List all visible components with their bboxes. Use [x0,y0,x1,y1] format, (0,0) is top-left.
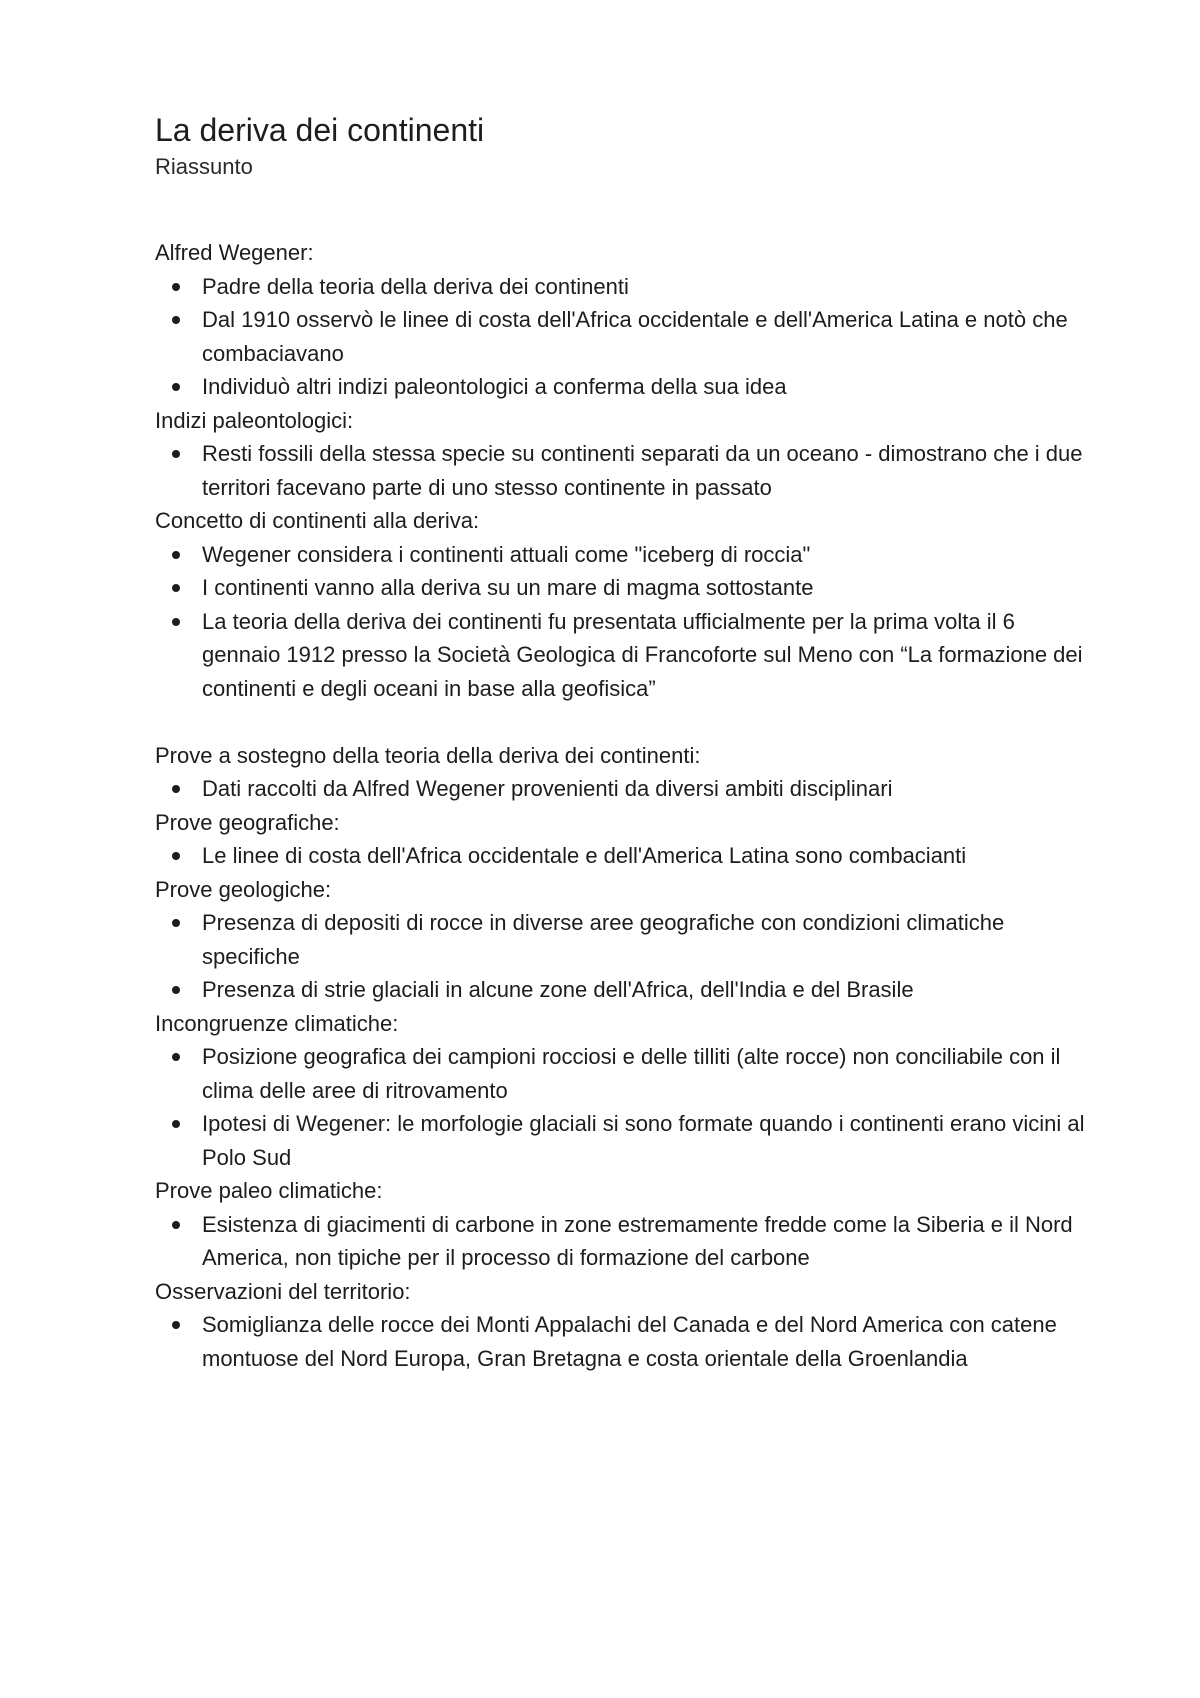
section-prove-paleo-climatiche [155,1174,1085,1275]
list-item [155,538,1085,572]
section-heading: Indizi paleontologici: [155,407,354,433]
list-item [155,303,1085,370]
section-alfred-wegener [155,236,1085,404]
bullet-icon [172,316,180,324]
list-item-text: Resti fossili della stessa specie su continenti separati da un oceano - dimostrano che i due territori facevano parte di uno stesso continente in passato [202,441,1083,500]
list-item-text: Esistenza di giacimenti di carbone in zone estremamente fredde come la Siberia e il Nord America, non tipiche per il processo di formazione del carbone [202,1211,1073,1270]
list-item-text: Posizione geografica dei campioni rocciosi e delle tilliti (alte rocce) non conciliabile con il clima delle aree di ritrovamento [202,1044,1061,1103]
bullet-icon [172,919,180,927]
document-body [155,236,1085,1375]
list-item-text: La teoria della deriva dei continenti fu presentata ufficialmente per la prima volta il 6 gennaio 1912 presso la Società Geologica di Francoforte sul Meno con “La formazione dei continenti e degli oceani in base alla geofisica” [202,608,1083,701]
bullet-list [155,772,1085,806]
list-item-text: Le linee di costa dell'Africa occidentale e dell'America Latina sono combacianti [202,843,967,868]
list-item [155,906,1085,973]
document-page [155,110,1085,1375]
bullet-icon [172,986,180,994]
bullet-list [155,270,1085,404]
bullet-list [155,1208,1085,1275]
bullet-list [155,437,1085,504]
bullet-icon [172,785,180,793]
bullet-list [155,1040,1085,1174]
section-heading: Prove paleo climatiche: [155,1178,383,1203]
list-item [155,370,1085,404]
bullet-list [155,538,1085,706]
section-heading: Osservazioni del territorio: [155,1278,411,1304]
list-item-text: Dati raccolti da Alfred Wegener provenienti da diversi ambiti disciplinari [202,776,893,801]
section-heading: Alfred Wegener: [155,240,314,265]
list-item-text: Padre della teoria della deriva dei continenti [202,273,629,299]
bullet-icon [172,1120,180,1128]
section-heading: Concetto di continenti alla deriva: [155,508,480,533]
bullet-icon [172,450,180,458]
bullet-icon [172,618,180,626]
list-item-text: Presenza di strie glaciali in alcune zone dell'Africa, dell'India e del Brasile [202,977,914,1002]
section-osservazioni-territorio [155,1275,1085,1376]
list-item [155,605,1085,706]
bullet-icon [172,283,180,291]
page-title: La deriva dei continenti [155,112,485,148]
bullet-icon [172,551,180,559]
bullet-icon [172,1221,180,1229]
section-incongruenze-climatiche [155,1007,1085,1175]
section-heading: Prove geografiche: [155,809,340,835]
bullet-icon [172,852,180,860]
section-continenti-alla-deriva [155,504,1085,705]
list-item [155,1107,1085,1174]
section-heading: Prove geologiche: [155,876,332,902]
section-prove-geologiche [155,873,1085,1007]
section-prove-a-sostegno [155,739,1085,806]
bullet-icon [172,1053,180,1061]
list-item [155,1208,1085,1275]
list-item [155,1040,1085,1107]
list-item [155,772,1085,806]
section-indizi-paleontologici [155,404,1085,505]
list-item-text: Presenza di depositi di rocce in diverse aree geografiche con condizioni climatiche specifiche [202,910,1005,969]
bullet-icon [172,383,180,391]
section-heading: Incongruenze climatiche: [155,1010,399,1036]
list-item [155,571,1085,605]
list-item [155,839,1085,873]
section-prove-geografiche [155,806,1085,873]
list-item-text: Individuò altri indizi paleontologici a conferma della sua idea [202,374,787,399]
bullet-list [155,906,1085,1007]
bullet-list [155,839,1085,873]
page-subtitle: Riassunto [155,154,253,179]
section-heading: Prove a sostegno della teoria della deriva dei continenti: [155,742,701,768]
list-item [155,973,1085,1007]
bullet-icon [172,584,180,592]
list-item-text: Somiglianza delle rocce dei Monti Appalachi del Canada e del Nord America con catene montuose del Nord Europa, Gran Bretagna e costa orientale della Groenlandia [202,1312,1057,1371]
list-item [155,270,1085,304]
list-item-text: Dal 1910 osservò le linee di costa dell'Africa occidentale e dell'America Latina e notò che combaciavano [202,307,1068,366]
list-item-text: Wegener considera i continenti attuali come "iceberg di roccia" [202,541,811,567]
list-item [155,437,1085,504]
bullet-list [155,1308,1085,1375]
list-item [155,1308,1085,1375]
bullet-icon [172,1321,180,1329]
list-item-text: I continenti vanno alla deriva su un mare di magma sottostante [202,575,814,600]
list-item-text: Ipotesi di Wegener: le morfologie glaciali si sono formate quando i continenti erano vicini al Polo Sud [202,1111,1085,1170]
